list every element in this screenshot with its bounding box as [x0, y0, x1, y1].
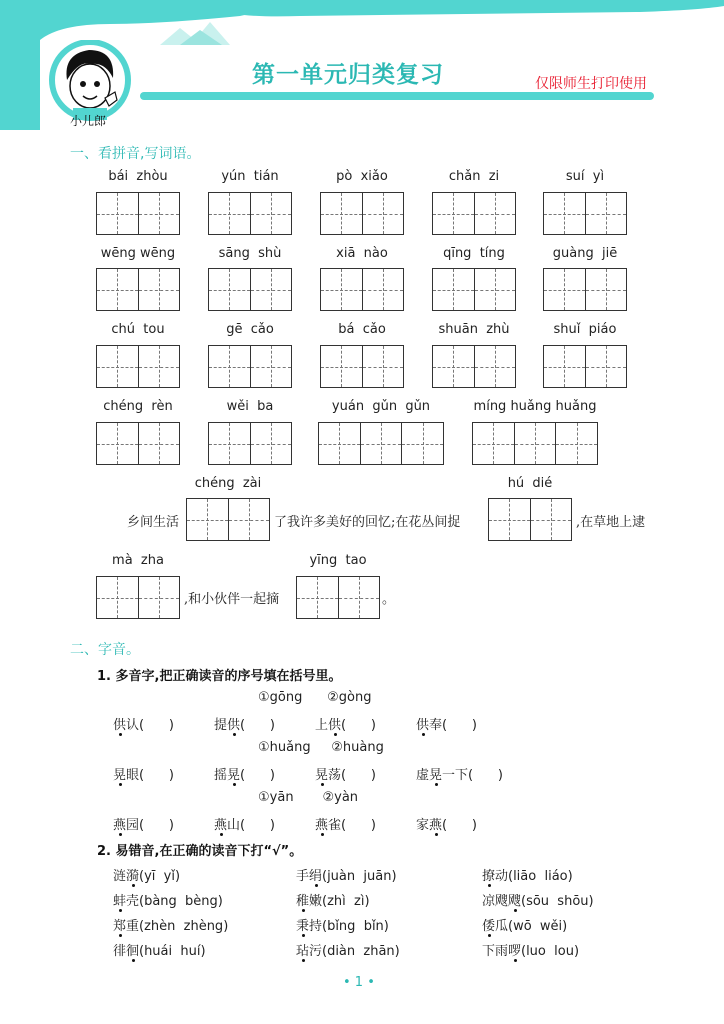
word-item: 上供( ) — [315, 718, 376, 733]
writing-box[interactable] — [296, 576, 380, 619]
writing-box[interactable] — [543, 192, 627, 235]
emphasis-dot — [321, 833, 324, 836]
word-item: 蚌壳(bàng bèng) — [113, 894, 223, 909]
word-item: 提供( ) — [214, 718, 275, 733]
word-item: 玷污(diàn zhān) — [296, 944, 400, 959]
writing-box[interactable] — [432, 268, 516, 311]
word-item: 燕山( ) — [214, 818, 275, 833]
writing-box[interactable] — [543, 268, 627, 311]
pinyin-label: bá cǎo — [338, 322, 386, 337]
word-item: 凉飕飕(sōu shōu) — [482, 894, 594, 909]
word-item: 供认( ) — [113, 718, 174, 733]
emphasis-dot — [233, 783, 236, 786]
emphasis-dot — [302, 934, 305, 937]
question-title: 1. 多音字,把正确读音的序号填在括号里。 — [97, 669, 342, 684]
word-item: 秉持(bǐng bǐn) — [296, 919, 389, 934]
emphasis-dot — [119, 783, 122, 786]
mascot-avatar — [45, 40, 135, 122]
sentence-text: ,在草地上逮 — [576, 515, 646, 530]
emphasis-dot — [422, 733, 425, 736]
question-title: 2. 易错音,在正确的读音下打“√”。 — [97, 844, 303, 859]
emphasis-dot — [488, 934, 491, 937]
writing-box[interactable] — [543, 345, 627, 388]
usage-watermark: 仅限师生打印使用 — [535, 76, 647, 92]
word-item: 倭瓜(wō wěi) — [482, 919, 568, 934]
pinyin-label: suí yì — [565, 169, 605, 184]
writing-box[interactable] — [208, 192, 292, 235]
emphasis-dot — [132, 884, 135, 887]
sentence-text: 了我许多美好的回忆;在花丛间捉 — [274, 515, 461, 530]
emphasis-dot — [321, 783, 324, 786]
pinyin-label: sāng shù — [218, 246, 282, 261]
word-item: 家燕( ) — [416, 818, 477, 833]
pinyin-label: hú dié — [507, 476, 553, 491]
word-item: 稚嫩(zhì zì) — [296, 894, 370, 909]
pinyin-label: mà zha — [112, 553, 164, 568]
word-item: 下雨啰(luo lou) — [482, 944, 580, 959]
pinyin-label: guàng jiē — [552, 246, 618, 261]
writing-box[interactable] — [472, 422, 598, 465]
pinyin-label: shuān zhù — [438, 322, 510, 337]
pinyin-label: shuǐ piáo — [553, 322, 617, 337]
pinyin-label: yīng tao — [309, 553, 367, 568]
writing-box[interactable] — [96, 192, 180, 235]
sentence-text: ,和小伙伴一起摘 — [184, 592, 280, 607]
writing-box[interactable] — [320, 192, 404, 235]
writing-box[interactable] — [96, 576, 180, 619]
pinyin-label: míng huǎng huǎng — [473, 399, 597, 414]
writing-box[interactable] — [186, 498, 270, 541]
emphasis-dot — [435, 783, 438, 786]
reading-options: ①gōng ②gòng — [258, 690, 372, 705]
pinyin-label: qīng tíng — [443, 246, 505, 261]
word-item: 虚晃一下( ) — [416, 768, 503, 783]
section-title: 二、字音。 — [70, 642, 140, 658]
emphasis-dot — [488, 884, 491, 887]
emphasis-dot — [435, 833, 438, 836]
pinyin-label: yún tián — [221, 169, 279, 184]
word-item: 供奉( ) — [416, 718, 477, 733]
page-title: 第一单元归类复习 — [252, 62, 444, 88]
emphasis-dot — [315, 884, 318, 887]
emphasis-dot — [119, 833, 122, 836]
pinyin-label: wěi ba — [226, 399, 274, 414]
emphasis-dot — [119, 733, 122, 736]
reading-options: ①huǎng ②huàng — [258, 740, 384, 755]
writing-box[interactable] — [96, 345, 180, 388]
emphasis-dot — [334, 733, 337, 736]
writing-box[interactable] — [208, 268, 292, 311]
writing-box[interactable] — [96, 422, 180, 465]
pinyin-label: bái zhòu — [108, 169, 168, 184]
emphasis-dot — [302, 909, 305, 912]
emphasis-dot — [119, 934, 122, 937]
word-item: 涟漪(yī yǐ) — [113, 869, 181, 884]
emphasis-dot — [514, 909, 517, 912]
mascot-label: 小儿郎 — [70, 114, 107, 128]
emphasis-dot — [233, 733, 236, 736]
word-item: 燕园( ) — [113, 818, 174, 833]
sentence-text: 乡间生活 — [127, 515, 180, 530]
writing-box[interactable] — [320, 345, 404, 388]
word-item: 晃荡( ) — [315, 768, 376, 783]
word-item: 郑重(zhèn zhèng) — [113, 919, 229, 934]
header-rule — [140, 92, 654, 100]
word-item: 晃眼( ) — [113, 768, 174, 783]
page-number: • 1 • — [343, 975, 375, 990]
pinyin-label: chǎn zi — [448, 169, 500, 184]
writing-box[interactable] — [320, 268, 404, 311]
writing-box[interactable] — [432, 192, 516, 235]
emphasis-dot — [132, 959, 135, 962]
word-item: 徘徊(huái huí) — [113, 944, 206, 959]
word-item: 撩动(liāo liáo) — [482, 869, 573, 884]
word-item: 摇晃( ) — [214, 768, 275, 783]
pinyin-label: chéng rèn — [103, 399, 173, 414]
pinyin-label: wēng wēng — [100, 246, 176, 261]
writing-box[interactable] — [208, 345, 292, 388]
sentence-text: 。 — [382, 592, 396, 607]
pinyin-label: yuán gǔn gǔn — [331, 399, 431, 414]
writing-box[interactable] — [432, 345, 516, 388]
pinyin-label: gē cǎo — [226, 322, 274, 337]
emphasis-dot — [220, 833, 223, 836]
pinyin-label: chéng zài — [194, 476, 262, 491]
writing-box[interactable] — [96, 268, 180, 311]
reading-options: ①yān ②yàn — [258, 790, 359, 805]
emphasis-dot — [302, 959, 305, 962]
pinyin-label: chú tou — [111, 322, 165, 337]
emphasis-dot — [514, 959, 517, 962]
writing-box[interactable] — [208, 422, 292, 465]
emphasis-dot — [119, 909, 122, 912]
word-item: 燕雀( ) — [315, 818, 376, 833]
pinyin-label: pò xiǎo — [336, 169, 388, 184]
writing-box[interactable] — [488, 498, 572, 541]
section-title: 一、看拼音,写词语。 — [70, 146, 201, 162]
writing-box[interactable] — [318, 422, 444, 465]
pinyin-label: xiā nào — [336, 246, 388, 261]
word-item: 手绢(juàn juān) — [296, 869, 397, 884]
